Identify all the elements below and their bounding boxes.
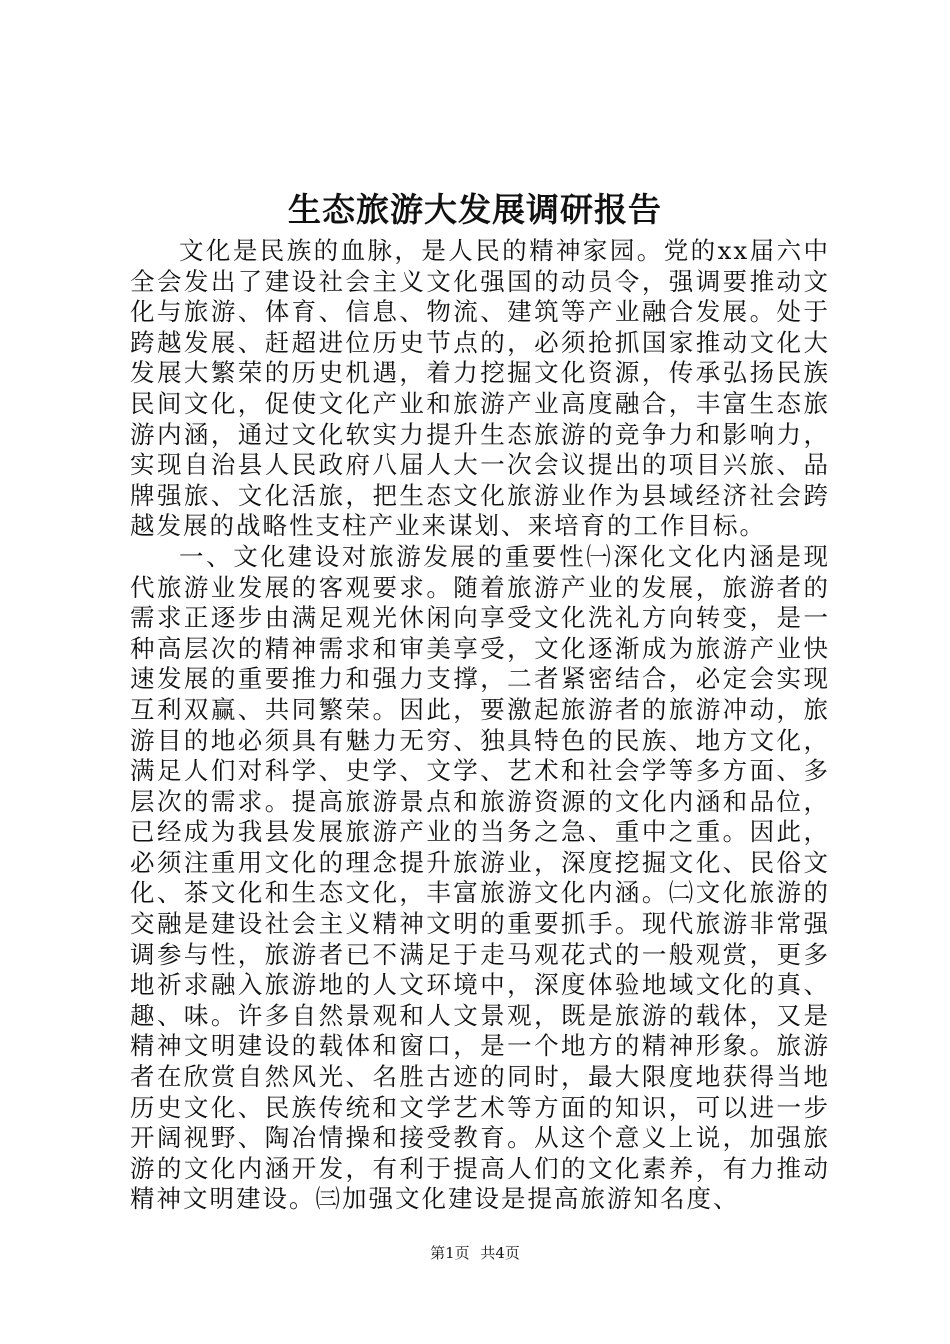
page-number: 第1页 bbox=[430, 1244, 470, 1262]
document-body bbox=[130, 236, 830, 1215]
document-title: 生态旅游大发展调研报告 bbox=[288, 190, 662, 229]
paragraph-section-one: 一、文化建设对旅游发展的重要性㈠深化文化内涵是现代旅游业发展的客观要求。随着旅游产业的发展，旅游者的需求正逐步由满足观光休闲向享受文化洗礼方向转变，是一种高层次的精神需求和审美享受，文化逐渐成为旅游产业快速发展的重要推力和强力支撑，二者紧密结合，必定会实现互利双赢、共同繁荣。因此，要激起旅游者的旅游冲动，旅游目的地必须具有魅力无穷、独具特色的民族、地方文化，满足人们对科学、史学、文学、艺术和社会学等多方面、多层次的需求。提高旅游景点和旅游资源的文化内涵和品位，已经成为我县发展旅游产业的当务之急、重中之重。因此，必须注重用文化的理念提升旅游业，深度挖掘文化、民俗文化、茶文化和生态文化，丰富旅游文化内涵。㈡文化旅游的交融是建设社会主义精神文明的重要抓手。现代旅游非常强调参与性，旅游者已不满足于走马观花式的一般观赏，更多地祈求融入旅游地的人文环境中，深度体验地域文化的真、趣、味。许多自然景观和人文景观，既是旅游的载体，又是精神文明建设的载体和窗口，是一个地方的精神形象。旅游者在欣赏自然风光、名胜古迹的同时，最大限度地获得当地历史文化、民族传统和文学艺术等方面的知识，可以进一步开阔视野、陶冶情操和接受教育。从这个意义上说，加强旅游的文化内涵开发，有利于提高人们的文化素养，有力推动精神文明建设。㈢加强文化建设是提高旅游知名度、 bbox=[130, 541, 830, 1214]
page-total: 共4页 bbox=[480, 1244, 520, 1262]
paragraph-intro: 文化是民族的血脉，是人民的精神家园。党的xx届六中全会发出了建设社会主义文化强国的动员令，强调要推动文化与旅游、体育、信息、物流、建筑等产业融合发展。处于跨越发展、赶超进位历史节点的，必须抢抓国家推动文化大发展大繁荣的历史机遇，着力挖掘文化资源，传承弘扬民族民间文化，促使文化产业和旅游产业高度融合，丰富生态旅游内涵，通过文化软实力提升生态旅游的竞争力和影响力，实现自治县人民政府八届人大一次会议提出的项目兴旅、品牌强旅、文化活旅，把生态文化旅游业作为县域经济社会跨越发展的战略性支柱产业来谋划、来培育的工作目标。 bbox=[130, 236, 830, 541]
page-footer bbox=[0, 1243, 950, 1263]
